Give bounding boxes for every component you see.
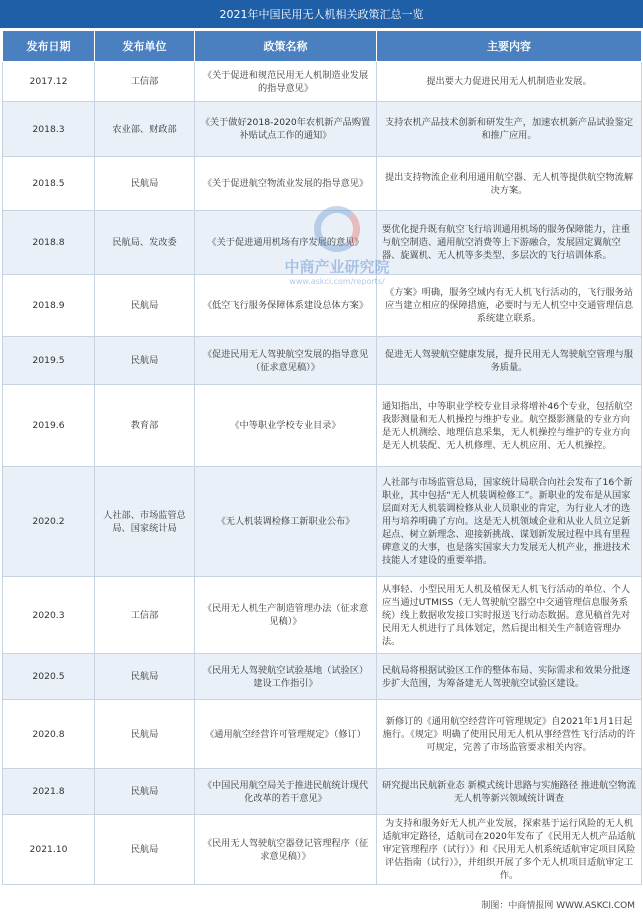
header-policy: 政策名称	[195, 31, 377, 62]
cell-date: 2020.8	[3, 700, 95, 769]
cell-content: 支持农机产品技术创新和研发生产，加速农机新产品试验鉴定和推广应用。	[377, 102, 642, 157]
cell-content: 从事轻、小型民用无人机及植保无人机飞行活动的单位、个人应当通过UTMISS（无人驾驶航空器空中交通管理信息服务系统）线上数据收发接口实时报送飞行动态数据。意见稿首先对民用无人机进行了具体划定，然后提出相关生产制造管理办法。	[377, 577, 642, 654]
table-row	[3, 769, 642, 815]
cell-policy: 《民用无人机生产制造管理办法（征求意见稿）》	[195, 577, 377, 654]
cell-org: 民航局	[95, 700, 195, 769]
cell-date: 2018.9	[3, 275, 95, 337]
table-row	[3, 815, 642, 885]
footer-credit: 制图：中商情报网 WWW.ASKCI.COM	[481, 901, 635, 911]
table-row	[3, 654, 642, 700]
cell-policy: 《关于促进通用机场有序发展的意见》	[195, 211, 377, 275]
cell-date: 2020.5	[3, 654, 95, 700]
cell-org: 工信部	[95, 577, 195, 654]
table-row	[3, 275, 642, 337]
cell-org: 民航局	[95, 815, 195, 885]
cell-policy: 《促进民用无人驾驶航空发展的指导意见（征求意见稿）》	[195, 337, 377, 385]
cell-org: 工信部	[95, 62, 195, 102]
cell-policy: 《民用无人驾驶航空器登记管理程序（征求意见稿）》	[195, 815, 377, 885]
cell-date: 2018.8	[3, 211, 95, 275]
cell-content: 要优化提升既有航空飞行培训通用机场的服务保障能力，注重与航空制造、通用航空消费等上下游融合，发展固定翼航空器、旋翼机、无人机等多类型、多层次的飞行培训体系。	[377, 211, 642, 275]
cell-org: 农业部、财政部	[95, 102, 195, 157]
table-title: 2021年中国民用无人机相关政策汇总一览	[0, 0, 643, 28]
cell-org: 民航局	[95, 769, 195, 815]
cell-content: 提出要大力促进民用无人机制造业发展。	[377, 62, 642, 102]
cell-policy: 《中等职业学校专业目录》	[195, 385, 377, 467]
cell-date: 2018.5	[3, 157, 95, 211]
cell-date: 2019.6	[3, 385, 95, 467]
table-row	[3, 102, 642, 157]
cell-content: 研究提出民航新业态 新模式统计思路与实施路径 推进航空物流 无人机等新兴领域统计调查	[377, 769, 642, 815]
cell-content: 提出支持物流企业利用通用航空器、无人机等提供航空物流解决方案。	[377, 157, 642, 211]
cell-org: 民航局	[95, 337, 195, 385]
cell-org: 民航局	[95, 275, 195, 337]
cell-org: 民航局	[95, 654, 195, 700]
cell-policy: 《关于促进航空物流业发展的指导意见》	[195, 157, 377, 211]
cell-content: 促进无人驾驶航空健康发展，提升民用无人驾驶航空管理与服务质量。	[377, 337, 642, 385]
cell-content: 人社部与市场监管总局，国家统计局联合向社会发布了16个新职业，其中包括“无人机装调检修工”。新职业的发布是从国家层面对无人机装调检修从业人员职业的肯定，为行业人才的选用与培养明确了方向。这是无人机领域企业和从业人员立足新起点、树立新理念、迎接新挑战、谋划新发展过程中具有里程碑意义的大事，也是落实国家大力发展无人机产业，推进技术技能人才建设的重要举措。	[377, 467, 642, 577]
cell-content: 为支持和服务好无人机产业发展，探索基于运行风险的无人机适航审定路径，适航司在2020年发布了《民用无人机产品适航审定管理程序（试行）》和《民用无人机系统适航审定项目风险评估指南（试行）》，并组织开展了多个无人机项目适航审定工作。	[377, 815, 642, 885]
cell-date: 2019.5	[3, 337, 95, 385]
table-row	[3, 385, 642, 467]
cell-content: 新修订的《通用航空经营许可管理规定》自2021年1月1日起施行。《规定》明确了使用民用无人机从事经营性飞行活动的许可规定，完善了市场监管要求相关内容。	[377, 700, 642, 769]
cell-org: 人社部、市场监管总局、国家统计局	[95, 467, 195, 577]
header-org: 发布单位	[95, 31, 195, 62]
header-row	[3, 31, 642, 62]
table-row	[3, 467, 642, 577]
cell-org: 民航局、发改委	[95, 211, 195, 275]
table-row	[3, 62, 642, 102]
table-row	[3, 211, 642, 275]
cell-date: 2021.10	[3, 815, 95, 885]
header-content: 主要内容	[377, 31, 642, 62]
cell-content: 通知指出，中等职业学校专业目录将增补46个专业，包括航空我影测量和无人机操控与维护专业。航空摄影测量的专业方向是无人机测绘、地理信息采集，无人机操控与维护的专业方向是无人机装配、无人机修理、无人机应用、无人机操控。	[377, 385, 642, 467]
cell-policy: 《低空飞行服务保障体系建设总体方案》	[195, 275, 377, 337]
cell-org: 教育部	[95, 385, 195, 467]
cell-date: 2018.3	[3, 102, 95, 157]
cell-date: 2020.3	[3, 577, 95, 654]
table-row	[3, 577, 642, 654]
cell-date: 2020.2	[3, 467, 95, 577]
watermark-text: 中商产业研究院	[284, 258, 390, 276]
table-row	[3, 700, 642, 769]
cell-policy: 《民用无人驾驶航空试验基地（试验区）建设工作指引》	[195, 654, 377, 700]
table-row	[3, 337, 642, 385]
cell-org: 民航局	[95, 157, 195, 211]
cell-policy: 《关于做好2018-2020年农机新产品购置补贴试点工作的通知》	[195, 102, 377, 157]
cell-policy: 《关于促进和规范民用无人机制造业发展的指导意见》	[195, 62, 377, 102]
cell-content: 《方案》明确，服务空域内有无人机飞行活动的，飞行服务站应当建立相应的保障措施，必要时与无人机空中交通管理信息系统建立联系。	[377, 275, 642, 337]
table-row	[3, 157, 642, 211]
cell-policy: 《中国民用航空局关于推进民航统计现代化改革的若干意见》	[195, 769, 377, 815]
watermark-url: www.askci.com/reports/	[289, 277, 385, 286]
policy-table	[2, 30, 642, 885]
cell-content: 民航局将根据试验区工作的整体布局、实际需求和效果分批逐步扩大范围，为筹备建无人驾驶航空试验区建设。	[377, 654, 642, 700]
cell-policy: 《通用航空经营许可管理规定》（修订）	[195, 700, 377, 769]
cell-policy: 《无人机装调检修工新职业公布》	[195, 467, 377, 577]
cell-date: 2017.12	[3, 62, 95, 102]
cell-date: 2021.8	[3, 769, 95, 815]
header-date: 发布日期	[3, 31, 95, 62]
